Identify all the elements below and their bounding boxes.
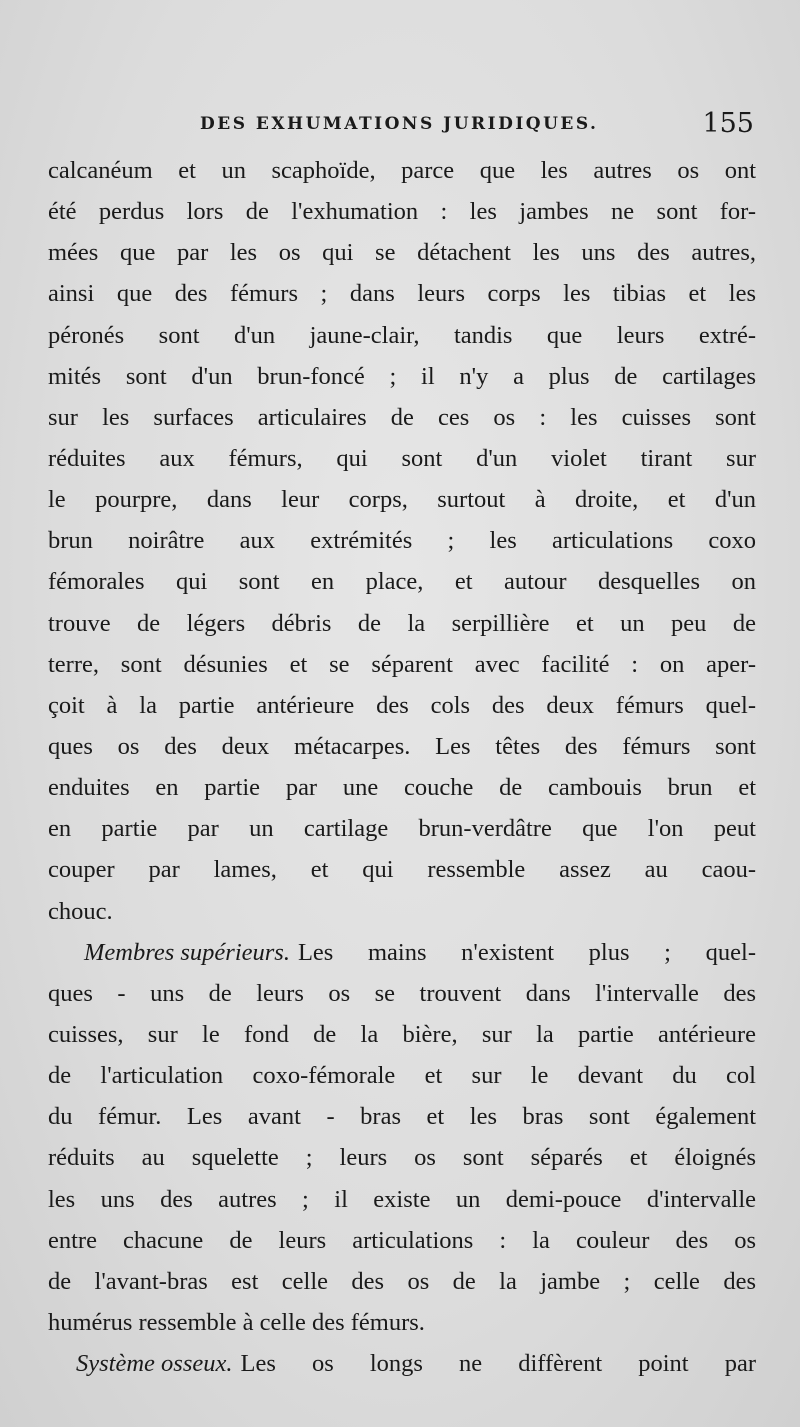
text-line: ques os des deux métacarpes. Les têtes des fémurs sont (48, 732, 756, 760)
section-heading-bone-system: Système osseux. (76, 1350, 233, 1378)
text-line: du fémur. Les avant - bras et les bras sont également (48, 1103, 756, 1131)
text-line: de l'articulation coxo-fémorale et sur le devant du col (48, 1062, 756, 1090)
text-line: cuisses, sur le fond de la bière, sur la partie antérieure (48, 1020, 756, 1048)
text-line: chouc. (48, 897, 113, 925)
page-header (52, 108, 754, 148)
text-line: été perdus lors de l'exhumation : les jambes ne sont for- (48, 198, 756, 226)
text-line: humérus ressemble à celle des fémurs. (48, 1308, 425, 1336)
text-line: terre, sont désunies et se séparent avec facilité : on aper- (48, 650, 756, 678)
text-line: brun noirâtre aux extrémités ; les articulations coxo (48, 527, 756, 555)
text-line: sur les surfaces articulaires de ces os : les cuisses sont (48, 403, 756, 431)
text-line: enduites en partie par une couche de cambouis brun et (48, 774, 756, 802)
page-number: 155 (702, 108, 754, 139)
text-line: de l'avant-bras est celle des os de la jambe ; celle des (48, 1267, 756, 1295)
text-line: les uns des autres ; il existe un demi-pouce d'intervalle (48, 1185, 756, 1213)
paragraph-bone-system (48, 1343, 756, 1384)
paragraph-legs (48, 150, 756, 932)
section-heading-upper-limbs: Membres supérieurs. (84, 938, 290, 966)
text-line: calcanéum et un scaphoïde, parce que les autres os ont (48, 157, 756, 184)
text-line: mées que par les os qui se détachent les uns des autres, (48, 239, 756, 267)
paragraph-first-line (48, 932, 756, 973)
text-line: en partie par un cartilage brun-verdâtre que l'on peut (48, 815, 756, 843)
text-line: Les os longs ne diffèrent point par (240, 1350, 756, 1378)
text-line: péronés sont d'un jaune-clair, tandis que leurs extré- (48, 321, 756, 349)
text-line: ques - uns de leurs os se trouvent dans l'intervalle des (48, 979, 756, 1007)
text-line: trouve de légers débris de la serpillière et un peu de (48, 609, 756, 637)
body-text (48, 150, 756, 1384)
text-line: ainsi que des fémurs ; dans leurs corps les tibias et les (48, 280, 756, 308)
paragraph-upper-limbs (48, 932, 756, 1343)
text-line: couper par lames, et qui ressemble assez au caou- (48, 856, 756, 884)
text-line: fémorales qui sont en place, et autour desquelles on (48, 568, 756, 596)
text-line: le pourpre, dans leur corps, surtout à droite, et d'un (48, 486, 756, 514)
text-line: réduits au squelette ; leurs os sont séparés et éloignés (48, 1144, 756, 1172)
paragraph-first-line (48, 1343, 756, 1384)
text-line: Les mains n'existent plus ; quel- (297, 938, 756, 966)
text-line: réduites aux fémurs, qui sont d'un violet tirant sur (48, 444, 756, 472)
running-title: DES EXHUMATIONS JURIDIQUES. (200, 114, 599, 134)
text-line: çoit à la partie antérieure des cols des deux fémurs quel- (48, 691, 756, 719)
text-line: mités sont d'un brun-foncé ; il n'y a plus de cartilages (48, 362, 756, 390)
text-line: entre chacune de leurs articulations : la couleur des os (48, 1226, 756, 1254)
